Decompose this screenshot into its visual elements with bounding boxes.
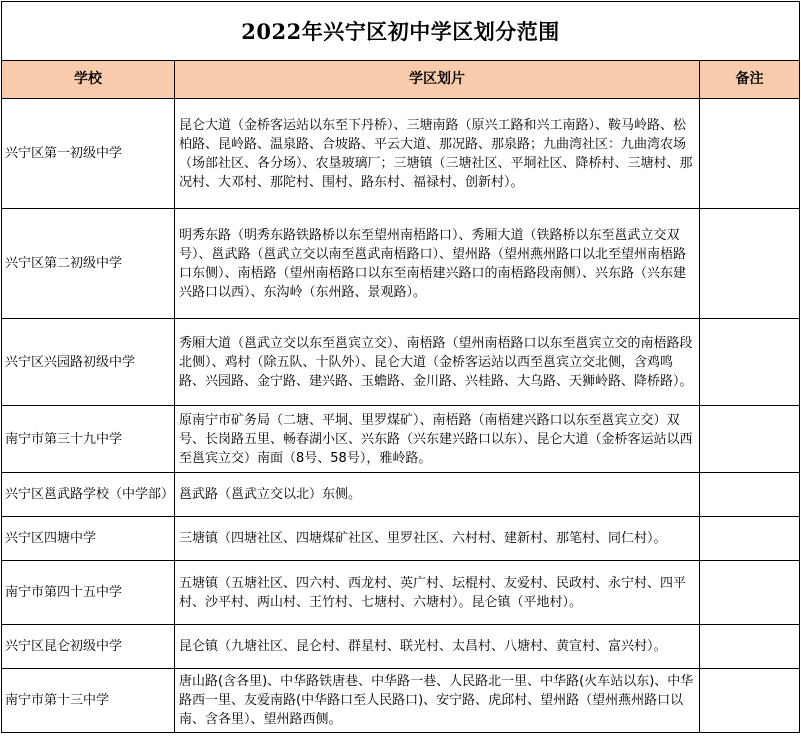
school-name: 兴宁区兴园路初级中学 — [2, 319, 175, 406]
table-row — [2, 99, 800, 209]
table-row — [2, 517, 800, 561]
header-note: 备注 — [700, 61, 800, 99]
table-row — [2, 473, 800, 517]
district-area: 唐山路(含各里)、中华路铁唐巷、中华路一巷、人民路北一里、中华路(火车站以东)、中华路西一里、友爱南路(中华路口至人民路口)、安宁路、虎邱村、望州路（望州燕州路口以南、含各里）、望州路西侧。 — [175, 669, 700, 733]
school-name: 南宁市第十三中学 — [2, 669, 175, 733]
school-name: 兴宁区昆仑初级中学 — [2, 625, 175, 669]
note-cell — [700, 209, 800, 319]
note-cell — [700, 625, 800, 669]
school-name: 南宁市第三十九中学 — [2, 406, 175, 473]
header-row — [2, 61, 800, 99]
table-row — [2, 319, 800, 406]
table-row — [2, 625, 800, 669]
school-name: 南宁市第四十五中学 — [2, 561, 175, 625]
school-district-table — [1, 1, 800, 733]
district-area: 昆仑大道（金桥客运站以东至下丹桥）、三塘南路（原兴工路和兴工南路）、鞍马岭路、松柏路、昆岭路、温泉路、合坡路、平云大道、那况路、那泉路；九曲湾社区：九曲湾农场（场部社区、各分场）、农垦玻璃厂；三塘镇（三塘社区、平垌社区、降桥村、三塘村、那况村、大邓村、那陀村、围村、路东村、福禄村、创新村）。 — [175, 99, 700, 209]
header-school: 学校 — [2, 61, 175, 99]
district-area: 昆仑镇（九塘社区、昆仑村、群星村、联光村、太昌村、八塘村、黄宣村、富兴村）。 — [175, 625, 700, 669]
school-name: 兴宁区第一初级中学 — [2, 99, 175, 209]
district-area: 五塘镇（五塘社区、四六村、西龙村、英广村、坛棍村、友爱村、民政村、永宁村、四平村、沙平村、两山村、王竹村、七塘村、六塘村）。昆仑镇（平地村）。 — [175, 561, 700, 625]
school-name: 兴宁区邕武路学校（中学部） — [2, 473, 175, 517]
district-area: 邕武路（邕武立交以北）东侧。 — [175, 473, 700, 517]
note-cell — [700, 561, 800, 625]
header-area: 学区划片 — [175, 61, 700, 99]
note-cell — [700, 99, 800, 209]
table-row — [2, 669, 800, 733]
table-row — [2, 406, 800, 473]
school-name: 兴宁区四塘中学 — [2, 517, 175, 561]
note-cell — [700, 406, 800, 473]
note-cell — [700, 473, 800, 517]
title-row — [2, 2, 800, 61]
table-row — [2, 209, 800, 319]
district-area: 秀厢大道（邕武立交以东至邕宾立交）、南梧路（望州南梧路口以东至邕宾立交的南梧路段北侧）、鸡村（除五队、十队外）、昆仑大道（金桥客运站以西至邕宾立交北侧，含鸡鸣路、兴园路、金宁路、建兴路、玉蟾路、金川路、兴桂路、大乌路、天狮岭路、降桥路）。 — [175, 319, 700, 406]
district-area: 明秀东路（明秀东路铁路桥以东至望州南梧路口）、秀厢大道（铁路桥以东至邕武立交双号）、邕武路（邕武立交以南至邕武南梧路口）、望州路（望州燕州路口以北至望州南梧路口东侧）、南梧路（望州南梧路口以东至南梧建兴路口的南梧路段南侧）、兴东路（兴东建兴路口以西）、东沟岭（东州路、景观路）。 — [175, 209, 700, 319]
table-row — [2, 561, 800, 625]
district-area: 三塘镇（四塘社区、四塘煤矿社区、里罗社区、六村村、建新村、那笔村、同仁村）。 — [175, 517, 700, 561]
table-title: 2022年兴宁区初中学区划分范围 — [2, 2, 800, 61]
note-cell — [700, 517, 800, 561]
district-area: 原南宁市矿务局（二塘、平垌、里罗煤矿）、南梧路（南梧建兴路口以东至邕宾立交）双号、长岗路五里、畅春湖小区、兴东路（兴东建兴路口以东）、昆仑大道（金桥客运站以西至邕宾立交）南面（8号、58号），雅岭路。 — [175, 406, 700, 473]
school-name: 兴宁区第二初级中学 — [2, 209, 175, 319]
note-cell — [700, 319, 800, 406]
note-cell — [700, 669, 800, 733]
